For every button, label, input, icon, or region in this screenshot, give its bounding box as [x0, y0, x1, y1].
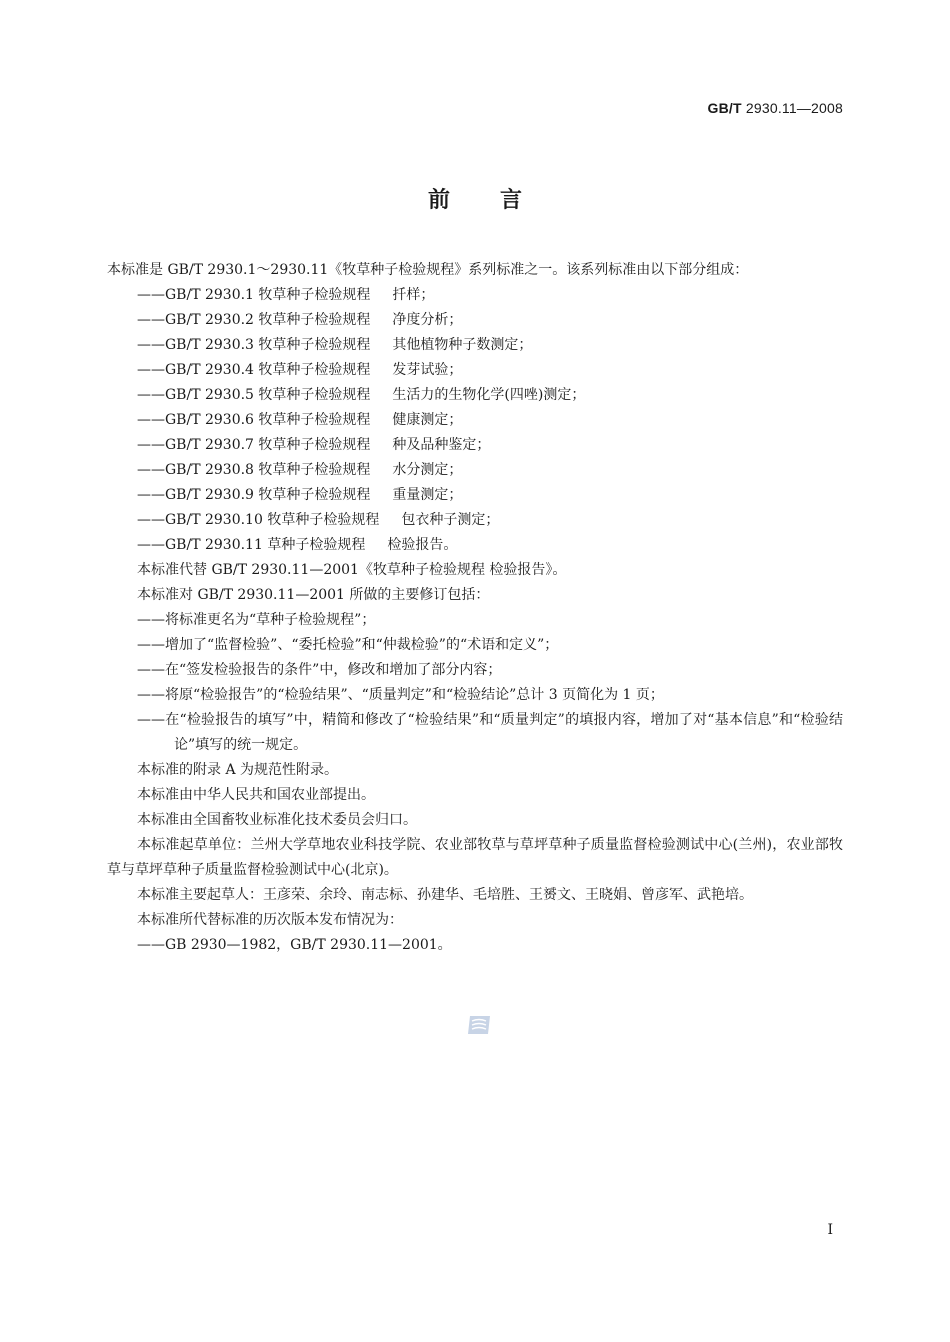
- page-title: 前言: [427, 188, 572, 213]
- change-item: ——在“签发检验报告的条件”中，修改和增加了部分内容；: [137, 662, 502, 678]
- drafting-units-paragraph: 本标准起草单位：兰州大学草地农业科技学院、农业部牧草与草坪草种子质量监督检验测试中心(兰州)，农业部牧草与草坪草种子质量监督检验测试中心(北京)。: [107, 837, 843, 878]
- change-item: ——将原“检验报告”的“检验结果”、“质量判定”和“检验结论”总计 3 页简化为 1 页；: [137, 687, 664, 703]
- drafters-paragraph: 本标准主要起草人：王彦荣、余玲、南志标、孙建华、毛培胜、王赟文、王晓娟、曾彦军、武艳培。: [137, 887, 753, 903]
- proposed-paragraph: 本标准由中华人民共和国农业部提出。: [137, 787, 375, 803]
- change-item: ——增加了“监督检验”、“委托检验”和“仲裁检验”的“术语和定义”；: [137, 637, 559, 653]
- part-item: ——GB/T 2930.3 牧草种子检验规程 其他植物种子数测定；: [137, 337, 533, 353]
- part-item: ——GB/T 2930.10 牧草种子检验规程 包衣种子测定；: [137, 512, 500, 528]
- history-intro: 本标准所代替标准的历次版本发布情况为：: [137, 912, 403, 928]
- part-item: ——GB/T 2930.5 牧草种子检验规程 生活力的生物化学(四唑)测定；: [137, 387, 586, 403]
- change-item: ——将标准更名为“草种子检验规程”；: [137, 612, 376, 628]
- appendix-paragraph: 本标准的附录 A 为规范性附录。: [137, 762, 339, 778]
- history-item: ——GB 2930—1982，GB/T 2930.11—2001。: [137, 937, 452, 953]
- part-item: ——GB/T 2930.8 牧草种子检验规程 水分测定；: [137, 462, 463, 478]
- part-item: ——GB/T 2930.11 草种子检验规程 检验报告。: [137, 537, 458, 553]
- standard-code: [708, 100, 843, 116]
- intro-paragraph: 本标准是 GB/T 2930.1～2930.11《牧草种子检验规程》系列标准之一。该系列标准由以下部分组成：: [107, 262, 749, 278]
- standard-code-prefix: GB/T: [707, 100, 742, 116]
- change-item: ——在“检验报告的填写”中，精简和修改了“检验结果”和“质量判定”的填报内容，增加了对“基本信息”和“检验结论”填写的统一规定。: [137, 712, 843, 753]
- foreword-body: [107, 258, 843, 958]
- page-number: I: [827, 1222, 833, 1238]
- changes-intro: 本标准对 GB/T 2930.11—2001 所做的主要修订包括：: [137, 587, 490, 603]
- part-item: ——GB/T 2930.2 牧草种子检验规程 净度分析；: [137, 312, 463, 328]
- part-item: ——GB/T 2930.1 牧草种子检验规程 扦样；: [137, 287, 435, 303]
- part-item: ——GB/T 2930.9 牧草种子检验规程 重量测定；: [137, 487, 463, 503]
- part-item: ——GB/T 2930.4 牧草种子检验规程 发芽试验；: [137, 362, 463, 378]
- part-item: ——GB/T 2930.7 牧草种子检验规程 种及品种鉴定；: [137, 437, 491, 453]
- replaces-paragraph: 本标准代替 GB/T 2930.11—2001《牧草种子检验规程 检验报告》。: [137, 562, 567, 578]
- sac-logo-icon: [466, 1015, 492, 1035]
- standard-code-number: 2930.11—2008: [745, 100, 843, 116]
- centralized-paragraph: 本标准由全国畜牧业标准化技术委员会归口。: [137, 812, 417, 828]
- part-item: ——GB/T 2930.6 牧草种子检验规程 健康测定；: [137, 412, 463, 428]
